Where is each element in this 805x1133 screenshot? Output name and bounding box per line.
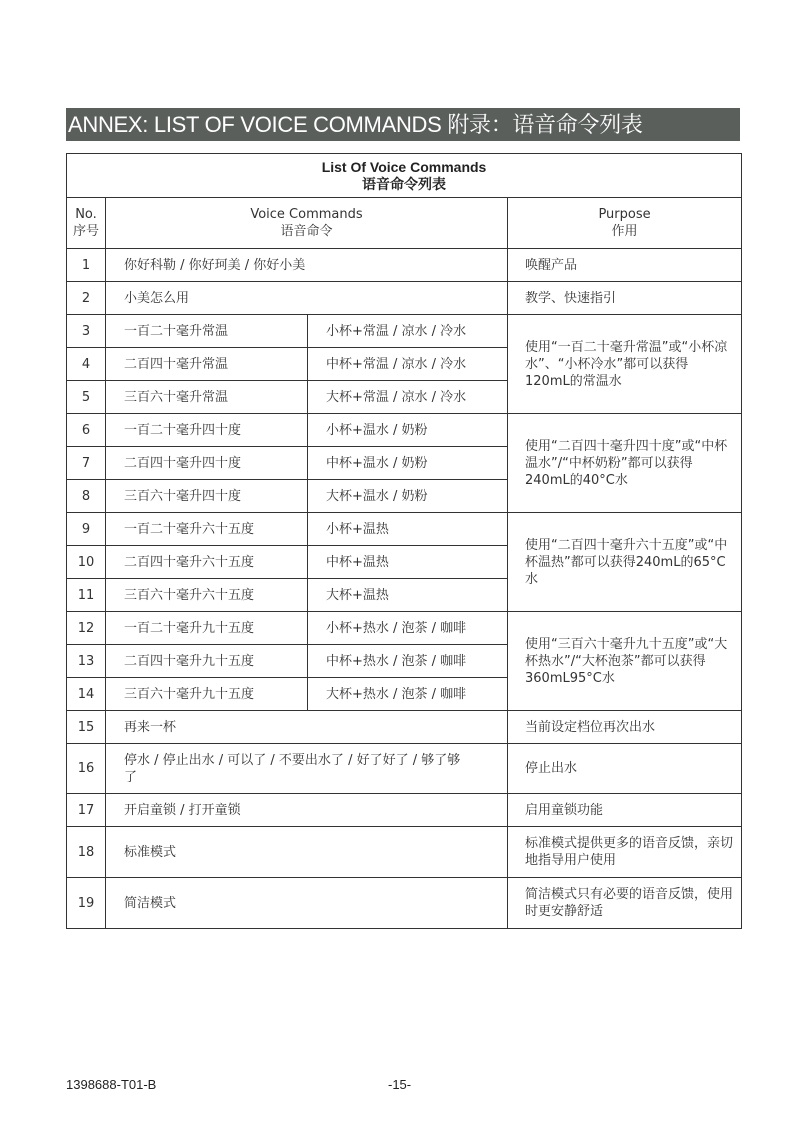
voice-command: 二百四十毫升六十五度 [106,546,308,579]
voice-command: 一百二十毫升常温 [106,315,308,348]
alternate-command: 大杯+温水 / 奶粉 [308,480,508,513]
alternate-command: 中杯+温热 [308,546,508,579]
page-number: -15- [388,1077,412,1092]
voice-command: 简洁模式 [106,878,508,929]
alternate-command: 中杯+温水 / 奶粉 [308,447,508,480]
alternate-command: 大杯+热水 / 泡茶 / 咖啡 [308,678,508,711]
row-number: 5 [67,381,106,414]
row-number: 19 [67,878,106,929]
table-header-row [67,198,742,249]
voice-command: 二百四十毫升四十度 [106,447,308,480]
row-number: 6 [67,414,106,447]
row-number: 3 [67,315,106,348]
alternate-command: 中杯+热水 / 泡茶 / 咖啡 [308,645,508,678]
table-row [67,282,742,315]
alternate-command: 中杯+常温 / 凉水 / 冷水 [308,348,508,381]
alternate-command: 小杯+温水 / 奶粉 [308,414,508,447]
purpose: 使用“二百四十毫升六十五度”或“中杯温热”都可以获得240mL的65°C水 [508,513,742,612]
table-row [67,612,742,645]
row-number: 16 [67,744,106,794]
document-code: 1398688-T01-B [66,1077,157,1092]
row-number: 4 [67,348,106,381]
voice-command: 三百六十毫升九十五度 [106,678,308,711]
header-no: No. 序号 [67,198,106,249]
row-number: 2 [67,282,106,315]
row-number: 12 [67,612,106,645]
purpose: 停止出水 [508,744,742,794]
voice-command: 你好科勒 / 你好珂美 / 你好小美 [106,249,508,282]
row-number: 14 [67,678,106,711]
table-title-row [67,154,742,198]
table-title-zh: 语音命令列表 [362,175,447,192]
voice-command: 三百六十毫升六十五度 [106,579,308,612]
purpose: 唤醒产品 [508,249,742,282]
table-row [67,711,742,744]
header-purpose: Purpose 作用 [508,198,742,249]
alternate-command: 大杯+常温 / 凉水 / 冷水 [308,381,508,414]
voice-command: 一百二十毫升六十五度 [106,513,308,546]
alternate-command: 小杯+常温 / 凉水 / 冷水 [308,315,508,348]
row-number: 8 [67,480,106,513]
table-row [67,513,742,546]
table-title-en: List Of Voice Commands [321,158,487,175]
alternate-command: 小杯+温热 [308,513,508,546]
table-row [67,794,742,827]
table-row [67,315,742,348]
voice-command: 开启童锁 / 打开童锁 [106,794,508,827]
purpose: 简洁模式只有必要的语音反馈，使用时更安静舒适 [508,878,742,929]
row-number: 13 [67,645,106,678]
voice-command: 小美怎么用 [106,282,508,315]
purpose: 使用“二百四十毫升四十度”或“中杯温水”/“中杯奶粉”都可以获得240mL的40°C水 [508,414,742,513]
header-commands: Voice Commands 语音命令 [106,198,508,249]
table-row [67,249,742,282]
voice-commands-table [66,153,742,929]
purpose: 使用“三百六十毫升九十五度”或“大杯热水”/“大杯泡茶”都可以获得360mL95°C水 [508,612,742,711]
voice-command: 三百六十毫升常温 [106,381,308,414]
voice-command: 停水 / 停止出水 / 可以了 / 不要出水了 / 好了好了 / 够了够了 [106,744,508,794]
voice-command: 标准模式 [106,827,508,878]
voice-command: 三百六十毫升四十度 [106,480,308,513]
alternate-command: 小杯+热水 / 泡茶 / 咖啡 [308,612,508,645]
row-number: 1 [67,249,106,282]
purpose: 当前设定档位再次出水 [508,711,742,744]
row-number: 9 [67,513,106,546]
voice-command: 再来一杯 [106,711,508,744]
voice-command: 一百二十毫升四十度 [106,414,308,447]
table-row [67,827,742,878]
purpose: 使用“一百二十毫升常温”或“小杯凉水”、“小杯冷水”都可以获得120mL的常温水 [508,315,742,414]
row-number: 7 [67,447,106,480]
row-number: 17 [67,794,106,827]
row-number: 15 [67,711,106,744]
table-row [67,878,742,929]
purpose: 启用童锁功能 [508,794,742,827]
voice-command: 一百二十毫升九十五度 [106,612,308,645]
purpose: 教学、快速指引 [508,282,742,315]
row-number: 18 [67,827,106,878]
row-number: 11 [67,579,106,612]
voice-command: 二百四十毫升九十五度 [106,645,308,678]
annex-title-banner: ANNEX: LIST OF VOICE COMMANDS 附录：语音命令列表 [66,108,740,141]
voice-command: 二百四十毫升常温 [106,348,308,381]
alternate-command: 大杯+温热 [308,579,508,612]
row-number: 10 [67,546,106,579]
table-row [67,744,742,794]
purpose: 标准模式提供更多的语音反馈，亲切地指导用户使用 [508,827,742,878]
table-row [67,414,742,447]
table-title [67,154,742,198]
